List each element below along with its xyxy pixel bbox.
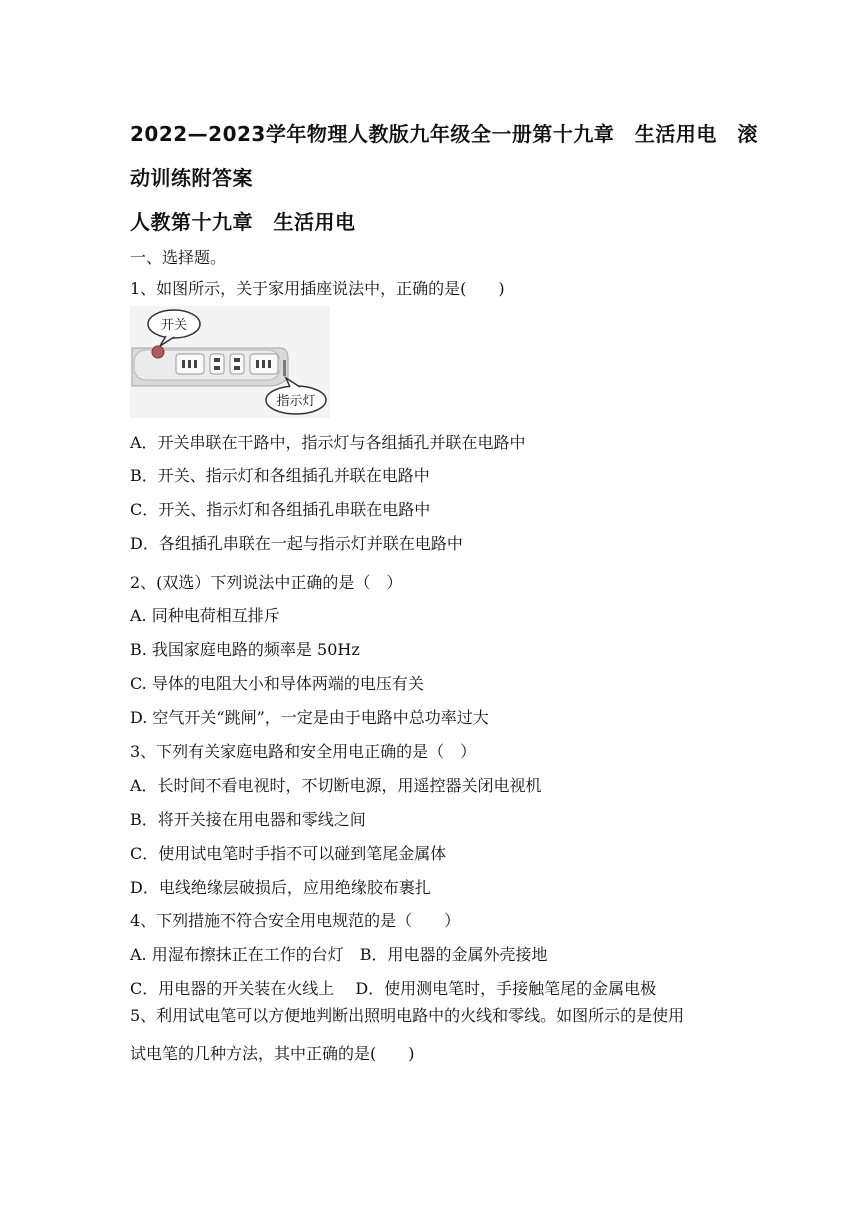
power-strip-illustration	[130, 306, 330, 418]
question-4-options-row1: A. 用湿布擦抹正在工作的台灯 B．用电器的金属外壳接地	[130, 945, 548, 964]
question-4-stem: 4、下列措施不符合安全用电规范的是（ ）	[130, 911, 461, 930]
switch-button-icon	[152, 346, 164, 358]
question-2-stem: 2、(双选）下列说法中正确的是（ ）	[130, 573, 403, 592]
doc-subtitle: 人教第十九章 生活用电	[130, 210, 356, 234]
doc-title-line1: 2022—2023学年物理人教版九年级全一册第十九章 生活用电 滚	[130, 122, 758, 146]
question-2-option-d: D. 空气开关“跳闸”，一定是由于电路中总功率过大	[130, 708, 489, 727]
question-1-option-c: C．开关、指示灯和各组插孔串联在电路中	[130, 500, 431, 519]
question-1-stem: 1、如图所示，关于家用插座说法中，正确的是( )	[130, 279, 505, 298]
question-4-options-row2: C．用电器的开关装在火线上 D．使用测电笔时，手接触笔尾的金属电极	[130, 979, 657, 998]
question-2-option-c: C. 导体的电阻大小和导体两端的电压有关	[130, 674, 424, 693]
doc-title-line2: 动训练附答案	[130, 166, 253, 190]
socket-icon	[230, 354, 244, 374]
question-3-option-b: B．将开关接在用电器和零线之间	[130, 810, 366, 829]
question-5-stem-line1: 5、利用试电笔可以方便地判断出照明电路中的火线和零线。如图所示的是使用	[130, 1006, 685, 1025]
indicator-light-icon	[283, 360, 286, 376]
question-5-stem-line2: 试电笔的几种方法，其中正确的是( )	[130, 1044, 415, 1063]
socket-icon	[210, 354, 224, 374]
question-1-option-a: A．开关串联在干路中，指示灯与各组插孔并联在电路中	[130, 433, 526, 452]
question-1-option-d: D．各组插孔串联在一起与指示灯并联在电路中	[130, 534, 463, 553]
power-strip-figure	[130, 306, 330, 418]
question-2-option-a: A. 同种电荷相互排斥	[130, 606, 280, 625]
question-3-option-c: C．使用试电笔时手指不可以碰到笔尾金属体	[130, 844, 447, 863]
question-3-option-d: D．电线绝缘层破损后，应用绝缘胶布裹扎	[130, 878, 431, 897]
question-3-stem: 3、下列有关家庭电路和安全用电正确的是（ ）	[130, 742, 477, 761]
question-1-option-b: B．开关、指示灯和各组插孔并联在电路中	[130, 466, 430, 485]
callout-label-indicator: 指示灯	[276, 394, 316, 409]
section-heading: 一、选择题。	[130, 248, 227, 267]
question-3-option-a: A．长时间不看电视时，不切断电源，用遥控器关闭电视机	[130, 776, 542, 795]
callout-label-switch: 开关	[160, 318, 188, 333]
question-2-option-b: B. 我国家庭电路的频率是 50Hz	[130, 640, 360, 659]
